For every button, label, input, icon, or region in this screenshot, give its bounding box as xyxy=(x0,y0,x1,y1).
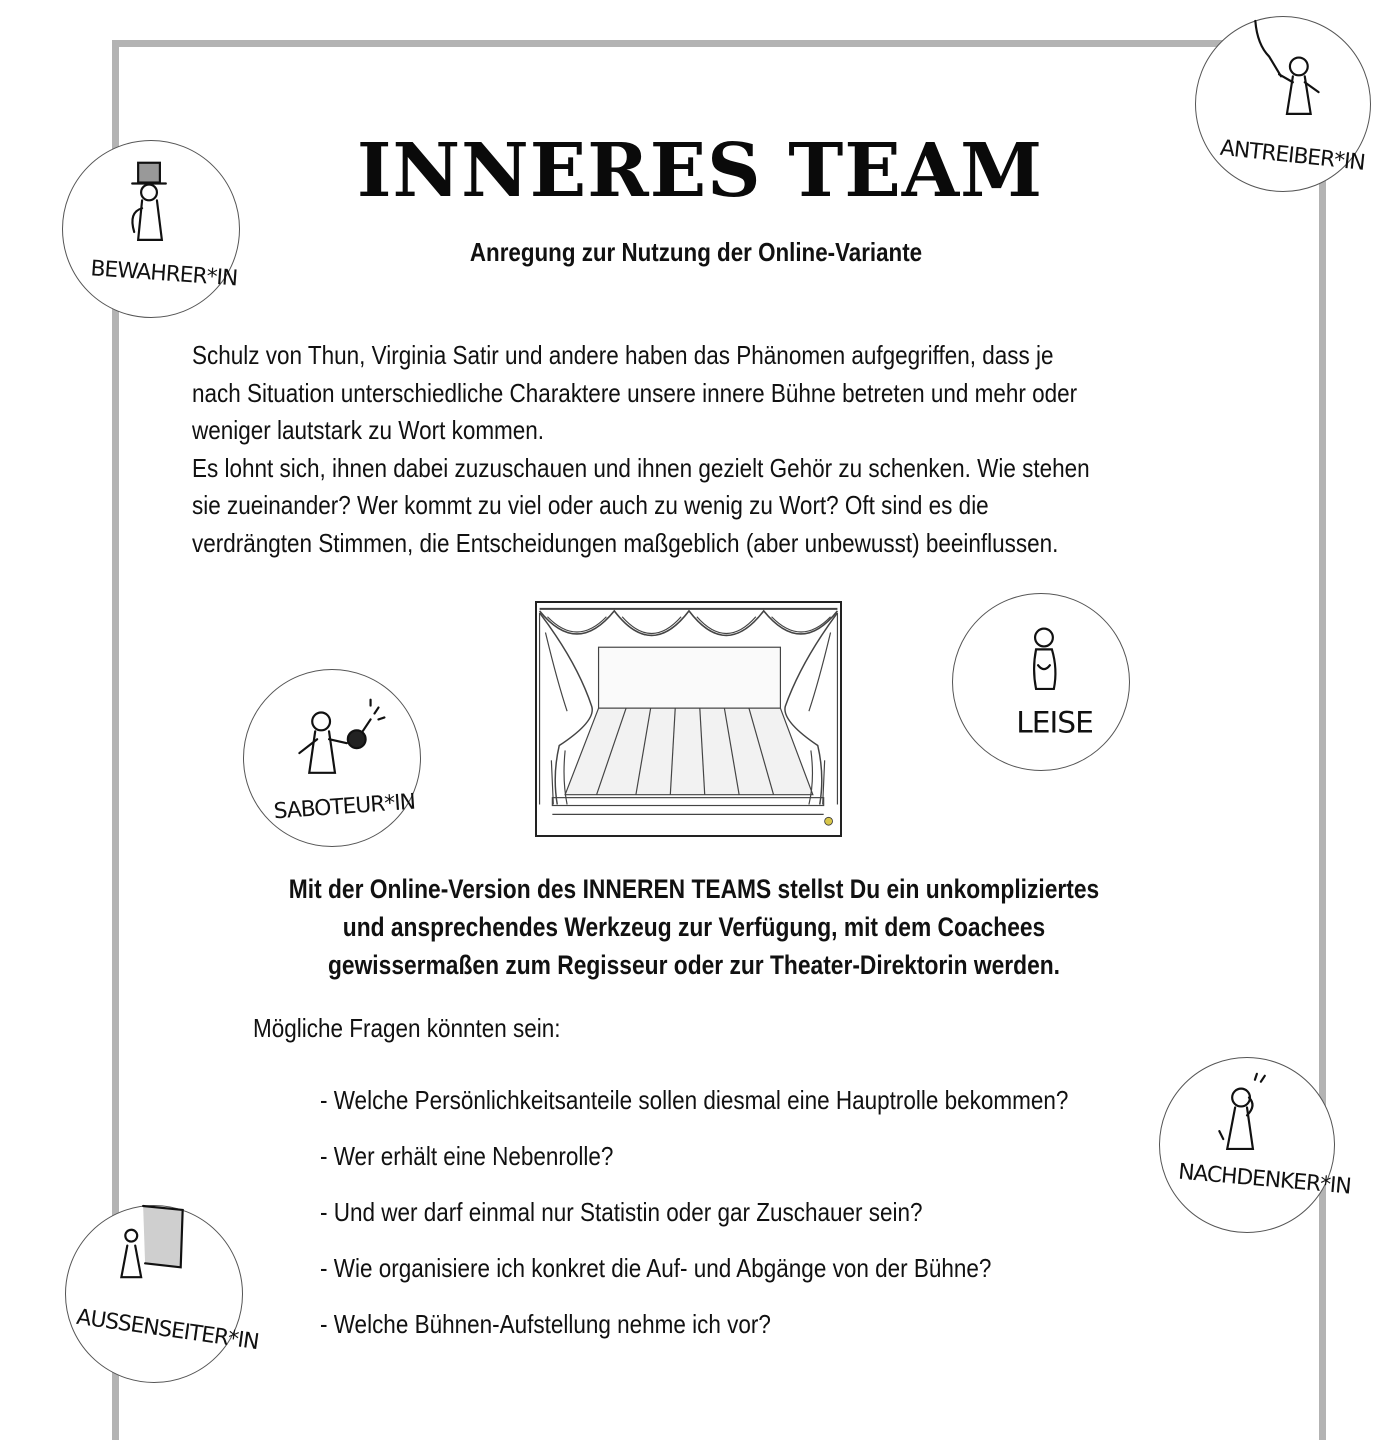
questions-list xyxy=(320,1080,1068,1360)
highlight-line: und ansprechendes Werkzeug zur Verfügung, mit dem Coachees xyxy=(342,912,1046,942)
badge-label: LEISE xyxy=(1016,704,1093,740)
badge-label: AUSSENSEITER*IN xyxy=(74,1304,260,1356)
intro-line: Es lohnt sich, ihnen dabei zuzuschauen und ihnen gezielt Gehör zu schenken. Wie stehen xyxy=(192,452,1090,483)
question-item: - Wie organisiere ich konkret die Auf- und Abgänge von der Bühne? xyxy=(320,1253,992,1283)
question-item: - Und wer darf einmal nur Statistin oder gar Zuschauer sein? xyxy=(320,1197,923,1227)
question-item: - Wer erhält eine Nebenrolle? xyxy=(320,1141,614,1171)
badge-label: ANTREIBER*IN xyxy=(1218,135,1366,176)
badge-bewahrer xyxy=(62,140,240,318)
highlight-line: Mit der Online-Version des INNEREN TEAMS stellst Du ein unkompliziertes xyxy=(288,874,1100,904)
intro-line: nach Situation unterschiedliche Charaktere unsere innere Bühne betreten und mehr oder xyxy=(192,377,1078,408)
page-subtitle: Anregung zur Nutzung der Online-Variante xyxy=(469,237,923,267)
question-item: - Welche Persönlichkeitsanteile sollen diesmal eine Hauptrolle bekommen? xyxy=(320,1085,1069,1115)
intro-line: weniger lautstark zu Wort kommen. xyxy=(192,415,545,445)
highlight-line: gewissermaßen zum Regisseur oder zur Theater-Direktorin werden. xyxy=(327,950,1061,980)
badge-antreiber xyxy=(1195,16,1371,192)
questions-intro: Mögliche Fragen könnten sein: xyxy=(253,1013,561,1043)
intro-line: sie zueinander? Wer kommt zu viel oder auch zu wenig zu Wort? Oft sind es die xyxy=(192,490,989,520)
badge-aussenseiter xyxy=(65,1205,260,1383)
outsider-figure-icon xyxy=(66,1206,260,1382)
whip-figure-icon xyxy=(1196,17,1370,191)
stage-illustration xyxy=(535,601,842,837)
quiet-figure-icon xyxy=(953,594,1129,770)
intro-line: verdrängten Stimmen, die Entscheidungen maßgeblich (aber unbewusst) beeinflussen. xyxy=(192,527,1059,558)
badge-saboteur xyxy=(243,669,421,847)
stage-drawing xyxy=(537,603,840,835)
bomb-figure-icon xyxy=(244,670,420,846)
badge-label: BEWAHRER*IN xyxy=(89,256,238,292)
intro-line: Schulz von Thun, Virginia Satir und andere haben das Phänomen aufgegriffen, dass je xyxy=(192,340,1054,370)
page-title: INNERES TEAM xyxy=(356,128,1044,214)
question-item: - Welche Bühnen-Aufstellung nehme ich vor? xyxy=(320,1309,771,1339)
highlight-statement xyxy=(0,870,1388,984)
badge-label: NACHDENKER*IN xyxy=(1177,1159,1352,1200)
intro-paragraph xyxy=(192,337,1109,562)
thinking-figure-icon xyxy=(1160,1058,1352,1232)
badge-nachdenker xyxy=(1159,1057,1352,1233)
top-hat-figure-icon xyxy=(63,141,239,317)
badge-leise xyxy=(952,593,1130,771)
badge-label: SABOTEUR*IN xyxy=(272,789,416,825)
